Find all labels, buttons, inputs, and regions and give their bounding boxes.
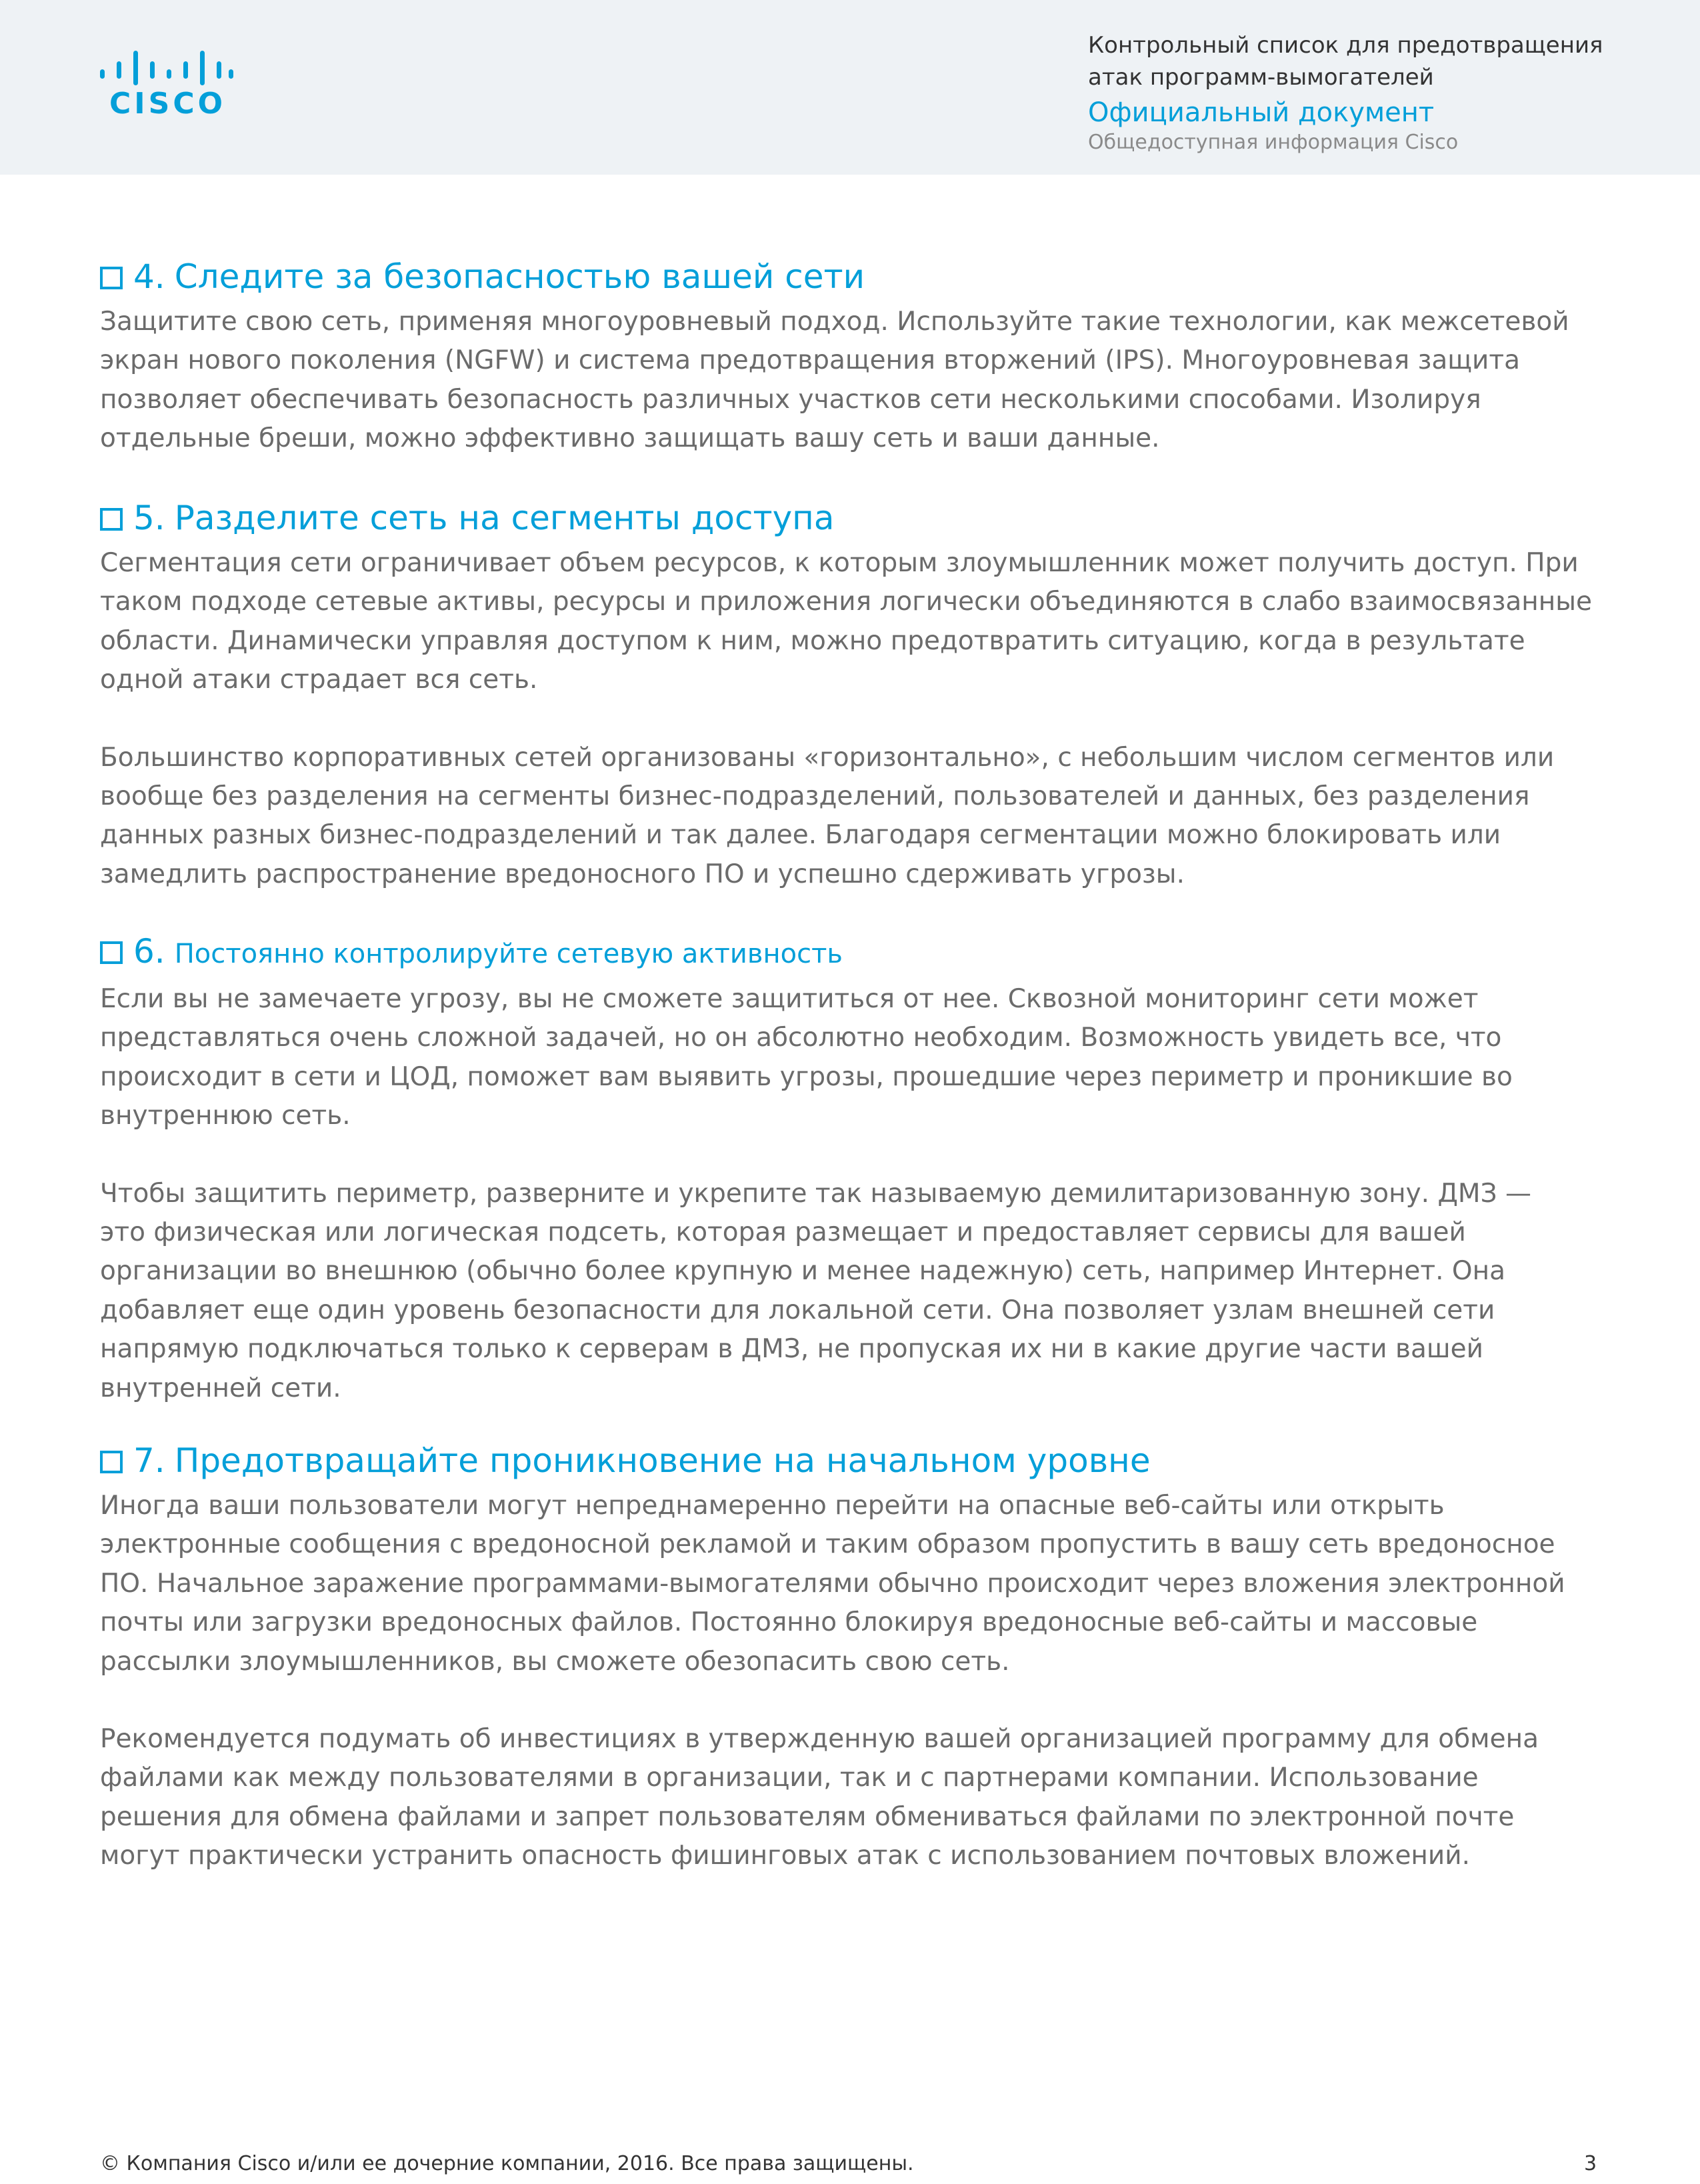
checklist-section-7 bbox=[100, 1437, 1607, 1876]
checkbox[interactable] bbox=[100, 941, 123, 964]
section-number: 6. bbox=[133, 932, 165, 971]
checkbox[interactable] bbox=[100, 508, 123, 531]
page-header bbox=[0, 0, 1700, 175]
cisco-bridge-icon bbox=[100, 49, 233, 87]
checkbox[interactable] bbox=[100, 267, 123, 289]
page-number: 3 bbox=[1584, 2152, 1597, 2175]
paragraph: Сегментация сети ограничивает объем ресурсов, к которым злоумышленник может получить доступ. При таком подходе сетевые активы, ресурсы и приложения логически объединяются в слабо взаимосвязанные области. Динамически управляя доступом к ним, можно предотвратить ситуацию, когда в результате одной атаки страдает вся сеть. bbox=[100, 548, 1593, 695]
checklist-section-5 bbox=[100, 495, 1607, 894]
paragraph: Чтобы защитить периметр, разверните и укрепите так называемую демилитаризованную зону. ДМЗ — это физическая или логическая подсеть, которая размещает и предоставляет сервисы для вашей организации во внешнюю (обычно более крупную и менее надежную) сеть, например Интернет. Она добавляет еще один уровень безопасности для локальной сети. Она позволяет узлам внешней сети напрямую подключаться только к серверам в ДМЗ, не пропуская их ни в какие другие части вашей внутренней сети. bbox=[100, 1178, 1531, 1403]
paragraph: Иногда ваши пользователи могут непреднамеренно перейти на опасные веб-сайты или открыть электронные сообщения с вредоносной рекламой и таким образом пропустить в вашу сеть вредоносное ПО. Начальное заражение программами-вымогателями обычно происходит через вложения электронной почты или загрузки вредоносных файлов. Постоянно блокируя вредоносные веб-сайты и массовые рассылки злоумышленников, вы сможете обезопасить свою сеть. bbox=[100, 1491, 1565, 1677]
section-heading bbox=[100, 928, 1607, 977]
checkbox[interactable] bbox=[100, 1451, 123, 1473]
section-heading bbox=[100, 495, 1607, 541]
cisco-logo bbox=[100, 49, 233, 123]
section-title: Постоянно контролируйте сетевую активность bbox=[174, 939, 843, 969]
cisco-logo-wordmark: CISCO bbox=[109, 87, 227, 121]
document-classification: Общедоступная информация Cisco bbox=[1088, 131, 1459, 154]
section-number: 4. bbox=[133, 257, 165, 296]
paragraph: Большинство корпоративных сетей организованы «горизонтально», с небольшим числом сегментов или вообще без разделения на сегменты бизнес-подразделений, пользователей и данных, без разделения данных разных бизнес-подразделений и так далее. Благодаря сегментации можно блокировать или замедлить распространение вредоносного ПО и успешно сдерживать угрозы. bbox=[100, 742, 1555, 889]
section-heading bbox=[100, 1437, 1607, 1484]
footer-copyright: © Компания Cisco и/или ее дочерние компании, 2016. Все права защищены. bbox=[100, 2152, 914, 2175]
section-heading bbox=[100, 253, 1607, 300]
document-title: Контрольный список для предотвращения атак программ-вымогателей bbox=[1088, 32, 1603, 91]
document-type: Официальный документ bbox=[1088, 97, 1435, 128]
document-header-info bbox=[1088, 29, 1675, 156]
section-title: Следите за безопасностью вашей сети bbox=[174, 257, 865, 296]
section-number: 7. bbox=[133, 1441, 165, 1480]
paragraph: Рекомендуется подумать об инвестициях в утвержденную вашей организацией программу для обмена файлами как между пользователями в организации, так и с партнерами компании. Использование решения для обмена файлами и запрет пользователям обмениваться файлами по электронной почте могут практически устранить опасность фишинговых атак с использованием почтовых вложений. bbox=[100, 1724, 1539, 1871]
checklist-section-4 bbox=[100, 253, 1607, 459]
section-title: Предотвращайте проникновение на начальном уровне bbox=[174, 1441, 1151, 1480]
section-number: 5. bbox=[133, 499, 165, 537]
paragraph: Защитите свою сеть, применяя многоуровневый подход. Используйте такие технологии, как межсетевой экран нового поколения (NGFW) и система предотвращения вторжений (IPS). Многоуровневая защита позволяет обеспечивать безопасность различных участков сети несколькими способами. Изолируя отдельные бреши, можно эффективно защищать вашу сеть и ваши данные. bbox=[100, 307, 1569, 454]
paragraph: Если вы не замечаете угрозу, вы не сможете защититься от нее. Сквозной мониторинг сети может представляться очень сложной задачей, но он абсолютно необходим. Возможность увидеть все, что происходит в сети и ЦОД, поможет вам выявить угрозы, прошедшие через периметр и проникшие во внутреннюю сеть. bbox=[100, 984, 1513, 1131]
checklist-section-6 bbox=[100, 928, 1607, 1408]
section-title: Разделите сеть на сегменты доступа bbox=[174, 499, 835, 537]
